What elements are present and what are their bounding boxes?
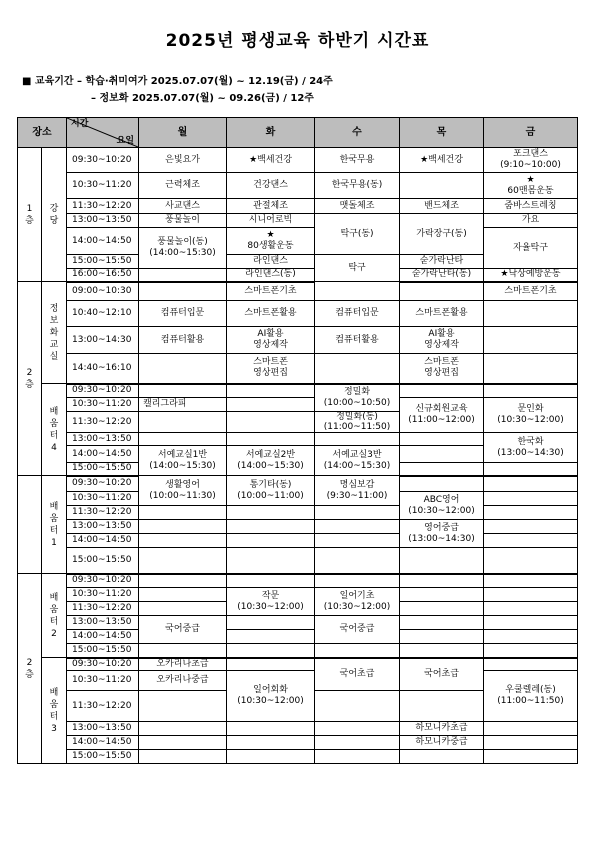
class-cell: 국어초급 (315, 658, 400, 691)
time-slot: 09:30~10:20 (67, 574, 139, 588)
empty-cell (139, 574, 227, 588)
header-mon: 월 (139, 118, 227, 148)
empty-cell (227, 644, 315, 658)
class-cell: 신규회원교육 (11:00~12:00) (400, 398, 484, 433)
class-cell: 정밀화 (10:00~10:50) (315, 384, 400, 412)
empty-cell (484, 384, 578, 398)
empty-cell (315, 736, 400, 750)
empty-cell (227, 412, 315, 433)
empty-cell (315, 282, 400, 301)
class-cell: 통기타(동) (10:00~11:00) (227, 476, 315, 506)
empty-cell (484, 520, 578, 534)
floor-label: 2 층 (18, 574, 42, 764)
time-slot: 13:00~13:50 (67, 520, 139, 534)
class-cell: 관절체조 (227, 199, 315, 214)
empty-cell (484, 492, 578, 506)
class-cell: 국어중급 (315, 616, 400, 644)
empty-cell (484, 658, 578, 671)
empty-cell (227, 433, 315, 446)
empty-cell (484, 750, 578, 764)
empty-cell (227, 534, 315, 548)
time-slot: 13:00~14:30 (67, 327, 139, 354)
class-cell: 한국무용(동) (315, 173, 400, 199)
class-cell: ★백세건강 (400, 148, 484, 173)
empty-cell (400, 463, 484, 476)
empty-cell (227, 630, 315, 644)
header-time: 시간 (71, 119, 89, 129)
class-cell: 스마트폰 영상편집 (227, 354, 315, 384)
class-cell: 스마트폰기초 (484, 282, 578, 301)
time-slot: 10:30~11:20 (67, 492, 139, 506)
empty-cell (484, 506, 578, 520)
class-cell: 은빛요가 (139, 148, 227, 173)
empty-cell (484, 736, 578, 750)
class-cell: 스마트폰 영상편집 (400, 354, 484, 384)
empty-cell (227, 520, 315, 534)
header-thu: 목 (400, 118, 484, 148)
class-cell: 밴드체조 (400, 199, 484, 214)
class-cell: 건강댄스 (227, 173, 315, 199)
info-line-1: ■ 교육기간 – 학습·취미여가 2025.07.07(월) ~ 12.19(금) / 24주 (22, 76, 333, 87)
time-slot: 10:30~11:20 (67, 173, 139, 199)
room-label: 배 움 터 1 (42, 476, 67, 574)
empty-cell (139, 750, 227, 764)
class-cell: 자율탁구 (484, 228, 578, 269)
empty-cell (484, 534, 578, 548)
class-cell: 서예교실1반 (14:00~15:30) (139, 446, 227, 476)
class-cell: 스마트폰활용 (227, 301, 315, 327)
empty-cell (400, 602, 484, 616)
class-cell: 라인댄스 (227, 255, 315, 269)
empty-cell (484, 354, 578, 384)
empty-cell (484, 463, 578, 476)
empty-cell (400, 574, 484, 588)
empty-cell (400, 384, 484, 398)
empty-cell (484, 588, 578, 602)
empty-cell (227, 398, 315, 412)
floor-spacer (18, 476, 42, 574)
class-cell: 일어회화 (10:30~12:00) (227, 671, 315, 722)
page-title: 2025년 평생교육 하반기 시간표 (165, 31, 430, 51)
empty-cell (227, 384, 315, 398)
empty-cell (227, 722, 315, 736)
empty-cell (484, 476, 578, 492)
time-slot: 09:30~10:20 (67, 148, 139, 173)
class-cell: 풍물놀이 (139, 214, 227, 228)
class-cell: 일어기초 (10:30~12:00) (315, 588, 400, 616)
header-time-day (67, 118, 139, 148)
time-slot: 13:00~13:50 (67, 722, 139, 736)
class-cell: 캘리그라피 (139, 398, 227, 412)
time-slot: 13:00~13:50 (67, 616, 139, 630)
empty-cell (484, 722, 578, 736)
time-slot: 13:00~13:50 (67, 433, 139, 446)
time-slot: 14:00~14:50 (67, 228, 139, 255)
class-cell: 줌바스트레칭 (484, 199, 578, 214)
class-cell: 라인댄스(동) (227, 269, 315, 282)
empty-cell (400, 548, 484, 574)
class-cell: 정밀화(동) (11:00~11:50) (315, 412, 400, 433)
class-cell: 서예교실3반 (14:00~15:30) (315, 446, 400, 476)
empty-cell (227, 658, 315, 671)
class-cell: 가락장구(동) (400, 214, 484, 255)
time-slot: 11:30~12:20 (67, 506, 139, 520)
empty-cell (139, 722, 227, 736)
time-slot: 09:30~10:20 (67, 476, 139, 492)
empty-cell (400, 691, 484, 722)
empty-cell (315, 433, 400, 446)
time-slot: 11:30~12:20 (67, 199, 139, 214)
class-cell: 영어중급 (13:00~14:30) (400, 520, 484, 548)
empty-cell (315, 548, 400, 574)
empty-cell (484, 644, 578, 658)
empty-cell (400, 630, 484, 644)
empty-cell (227, 548, 315, 574)
class-cell: 한국무용 (315, 148, 400, 173)
class-cell: 사교댄스 (139, 199, 227, 214)
time-slot: 11:30~12:20 (67, 691, 139, 722)
class-cell: 명심보감 (9:30~11:00) (315, 476, 400, 506)
empty-cell (139, 412, 227, 433)
time-slot: 09:30~10:20 (67, 658, 139, 671)
empty-cell (400, 173, 484, 199)
time-slot: 14:00~14:50 (67, 446, 139, 463)
class-cell: 작문 (10:30~12:00) (227, 588, 315, 616)
room-label: 정 보 화 교 실 (42, 282, 67, 384)
class-cell: 가요 (484, 214, 578, 228)
empty-cell (139, 548, 227, 574)
class-cell: ★낙상예방운동 (484, 269, 578, 282)
empty-cell (400, 750, 484, 764)
class-cell: ★ 80생활운동 (227, 228, 315, 255)
empty-cell (400, 476, 484, 492)
empty-cell (315, 534, 400, 548)
empty-cell (484, 327, 578, 354)
class-cell: 숟가락난타 (400, 255, 484, 269)
empty-cell (315, 354, 400, 384)
empty-cell (227, 506, 315, 520)
empty-cell (315, 750, 400, 764)
class-cell: 스마트폰기초 (227, 282, 315, 301)
class-cell: ★ 60맨몸운동 (484, 173, 578, 199)
empty-cell (400, 588, 484, 602)
floor-label: 1 층 (18, 148, 42, 282)
time-slot: 15:00~15:50 (67, 750, 139, 764)
empty-cell (139, 644, 227, 658)
header-day: 요일 (116, 136, 135, 146)
empty-cell (400, 433, 484, 446)
header-row (18, 118, 578, 148)
class-cell: 컴퓨터활용 (139, 327, 227, 354)
class-cell: 문인화 (10:30~12:00) (484, 398, 578, 433)
empty-cell (400, 446, 484, 463)
header-tue: 화 (227, 118, 315, 148)
time-slot: 11:30~12:20 (67, 602, 139, 616)
class-cell: 근력체조 (139, 173, 227, 199)
class-cell: 하모니카초급 (400, 722, 484, 736)
empty-cell (484, 548, 578, 574)
empty-cell (139, 282, 227, 301)
time-slot: 10:30~11:20 (67, 671, 139, 691)
time-slot: 10:40~12:10 (67, 301, 139, 327)
empty-cell (139, 736, 227, 750)
time-slot: 14:00~14:50 (67, 534, 139, 548)
header-place: 장소 (18, 118, 67, 148)
empty-cell (227, 750, 315, 764)
empty-cell (139, 520, 227, 534)
empty-cell (139, 354, 227, 384)
class-cell: ★백세건강 (227, 148, 315, 173)
empty-cell (139, 534, 227, 548)
floor-label: 2 층 (18, 282, 42, 476)
class-cell: 서예교실2반 (14:00~15:30) (227, 446, 315, 476)
empty-cell (400, 644, 484, 658)
room-label: 강 당 (42, 148, 67, 282)
empty-cell (315, 722, 400, 736)
empty-cell (227, 574, 315, 588)
time-slot: 09:30~10:20 (67, 384, 139, 398)
empty-cell (315, 574, 400, 588)
class-cell: 컴퓨터활용 (315, 327, 400, 354)
class-cell: 오카리나초급 (139, 658, 227, 671)
class-cell: 오카리나중급 (139, 671, 227, 691)
time-slot: 15:00~15:50 (67, 463, 139, 476)
room-label: 배 움 터 2 (42, 574, 67, 658)
time-slot: 14:00~14:50 (67, 736, 139, 750)
empty-cell (139, 506, 227, 520)
class-cell: 숟가락난타(동) (400, 269, 484, 282)
time-slot: 15:00~15:50 (67, 548, 139, 574)
empty-cell (484, 602, 578, 616)
class-cell: 하모니카중급 (400, 736, 484, 750)
class-cell: 컴퓨터입문 (315, 301, 400, 327)
empty-cell (400, 282, 484, 301)
class-cell: 맷돌체조 (315, 199, 400, 214)
class-cell: 국어초급 (400, 658, 484, 691)
class-cell: ABC영어 (10:30~12:00) (400, 492, 484, 520)
empty-cell (484, 630, 578, 644)
empty-cell (315, 506, 400, 520)
empty-cell (315, 691, 400, 722)
empty-cell (139, 602, 227, 616)
time-slot: 16:00~16:50 (67, 269, 139, 282)
empty-cell (139, 433, 227, 446)
class-cell: 포크댄스 (9:10~10:00) (484, 148, 578, 173)
time-slot: 15:00~15:50 (67, 255, 139, 269)
empty-cell (484, 301, 578, 327)
empty-cell (400, 616, 484, 630)
room-label: 배 움 터 4 (42, 384, 67, 476)
empty-cell (139, 269, 227, 282)
class-cell: 생활영어 (10:00~11:30) (139, 476, 227, 506)
time-slot: 10:30~11:20 (67, 398, 139, 412)
empty-cell (315, 520, 400, 534)
class-cell: 탁구 (315, 255, 400, 282)
class-cell: 시니어로빅 (227, 214, 315, 228)
empty-cell (139, 691, 227, 722)
class-cell: 스마트폰활용 (400, 301, 484, 327)
empty-cell (227, 616, 315, 630)
info-line-2: – 정보화 2025.07.07(월) ~ 09.26(금) / 12주 (91, 93, 314, 104)
time-slot: 14:40~16:10 (67, 354, 139, 384)
time-slot: 10:30~11:20 (67, 588, 139, 602)
class-cell: 우쿨렐레(동) (11:00~11:50) (484, 671, 578, 722)
class-cell: 한국화 (13:00~14:30) (484, 433, 578, 463)
empty-cell (484, 574, 578, 588)
empty-cell (315, 644, 400, 658)
class-cell: 국어중급 (139, 616, 227, 644)
header-wed: 수 (315, 118, 400, 148)
time-slot: 15:00~15:50 (67, 644, 139, 658)
time-slot: 14:00~14:50 (67, 630, 139, 644)
header-fri: 금 (484, 118, 578, 148)
room-label: 배 움 터 3 (42, 658, 67, 764)
empty-cell (484, 616, 578, 630)
class-cell: 풍물놀이(동) (14:00~15:30) (139, 228, 227, 269)
empty-cell (139, 384, 227, 398)
class-cell: AI활용 영상제작 (227, 327, 315, 354)
timetable (17, 117, 578, 764)
class-cell: AI활용 영상제작 (400, 327, 484, 354)
empty-cell (139, 588, 227, 602)
class-cell: 컴퓨터입문 (139, 301, 227, 327)
empty-cell (227, 736, 315, 750)
time-slot: 11:30~12:20 (67, 412, 139, 433)
time-slot: 13:00~13:50 (67, 214, 139, 228)
class-cell: 탁구(동) (315, 214, 400, 255)
time-slot: 09:00~10:30 (67, 282, 139, 301)
